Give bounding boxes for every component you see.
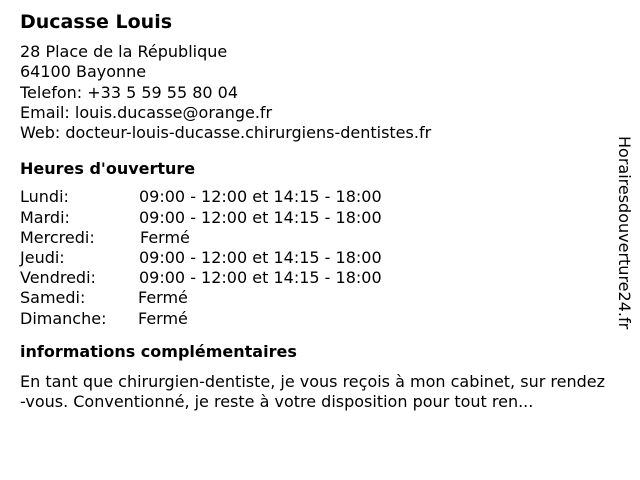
website-line[interactable]: Web: docteur-louis-ducasse.chirurgiens-dentistes.fr: [20, 123, 432, 143]
hours-day-label: Mardi:: [20, 207, 70, 227]
additional-info-title: informations complémentaires: [20, 341, 297, 361]
watermark-text: Horairesdouverture24.fr: [615, 136, 634, 330]
hours-day-label: Dimanche:: [20, 308, 107, 328]
hours-day-label: Jeudi:: [20, 248, 65, 268]
hours-row-wednesday: [20, 228, 610, 248]
phone-line[interactable]: Telefon: +33 5 59 55 80 04: [20, 82, 239, 102]
hours-time-value: 09:00 - 12:00 et 14:15 - 18:00: [139, 248, 382, 268]
hours-time-value: Fermé: [138, 308, 188, 328]
additional-info-text: En tant que chirurgien-dentiste, je vous reçois à mon cabinet, sur rendez-vous. Conventionné, je reste à votre disposition pour tout ren...: [20, 371, 605, 412]
hours-time-value: 09:00 - 12:00 et 14:15 - 18:00: [139, 268, 382, 288]
site-watermark: [614, 136, 634, 346]
hours-day-label: Vendredi:: [20, 268, 96, 288]
hours-time-value: 09:00 - 12:00 et 14:15 - 18:00: [139, 207, 382, 227]
email-line[interactable]: Email: louis.ducasse@orange.fr: [20, 102, 273, 122]
address-line-city: 64100 Bayonne: [20, 62, 147, 82]
contact-block: [20, 42, 610, 143]
business-name: Ducasse Louis: [20, 11, 173, 33]
opening-hours-title: Heures d'ouverture: [20, 159, 196, 179]
hours-day-label: Samedi:: [20, 288, 86, 308]
hours-day-label: Lundi:: [20, 187, 69, 207]
hours-row-tuesday: [20, 208, 610, 228]
hours-row-friday: [20, 268, 610, 288]
hours-row-saturday: [20, 288, 610, 308]
hours-row-thursday: [20, 248, 610, 268]
hours-time-value: Fermé: [138, 288, 188, 308]
business-card: [20, 0, 610, 413]
address-line-street: 28 Place de la République: [20, 42, 228, 61]
hours-time-value: 09:00 - 12:00 et 14:15 - 18:00: [139, 187, 382, 207]
hours-time-value: Fermé: [140, 227, 190, 247]
hours-row-monday: [20, 187, 610, 207]
hours-row-sunday: [20, 309, 610, 329]
opening-hours-table: [20, 187, 610, 328]
hours-day-label: Mercredi:: [20, 227, 95, 247]
